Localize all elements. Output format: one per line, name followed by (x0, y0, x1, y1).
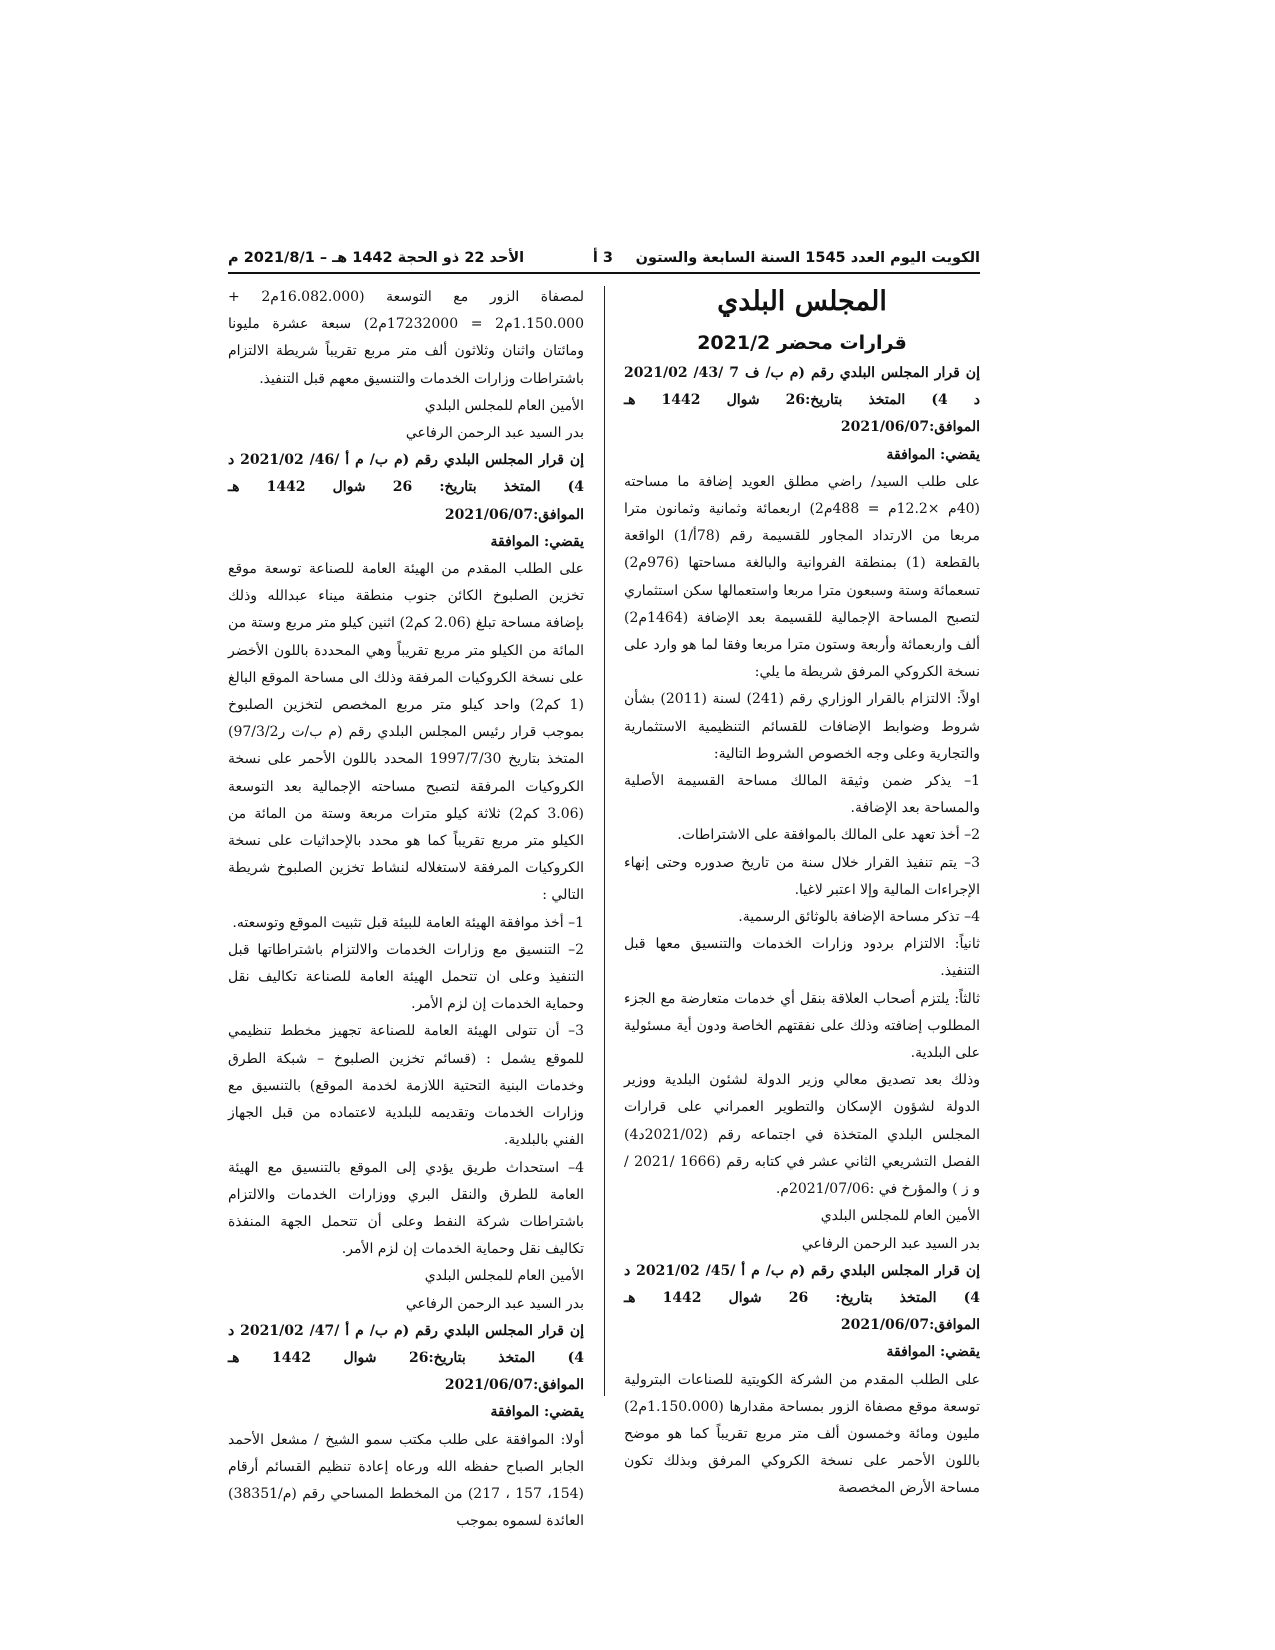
paragraph: يقضي: الموافقة (490, 1404, 584, 1421)
paragraph: ثالثاً: يلتزم أصحاب العلاقة بنقل أي خدمات متعارضة مع الجزء المطلوب إضافته وذلك على نفقتهم الخاصة ودون أية مسئولية على البلدية. (624, 990, 980, 1062)
paragraph: أولا: الموافقة على طلب مكتب سمو الشيخ / مشعل الأحمد الجابر الصباح حفظه الله ورعاه إعادة تنظيم القسائم أرقام (154، 157 ، 217) من المخطط المساحي رقم (م/38351) العائدة لسموه بموجب (228, 1431, 585, 1530)
paragraph: 1– أخذ موافقة الهيئة العامة للبيئة قبل تثبيت الموقع وتوسعته. (232, 914, 584, 931)
issue-date: الأحد 22 ذو الحجة 1442 هـ – 2021/8/1 م (228, 250, 525, 266)
paragraph: على الطلب المقدم من الهيئة العامة للصناعة توسعة موقع تخزين الصلبوخ الكائن جنوب منطقة ميناء عبدالله وذلك بإضافة مساحة تبلغ (2.06 كم2) اثنين كيلو متر مربع وستة من المائة من الكيلو متر مربع تقريباً وهي المحددة باللون الأخضر على نسخة الكروكيات المرفقة وذلك الى مساحة الموقع البالغ (1 كم2) واحد كيلو متر مربع المخصص لتخزين الصلبوخ بموجب قرار رئيس المجلس البلدي رقم (م ب/ت ر97/3/2) المتخذ بتاريخ 1997/7/30 المحدد باللون الأحمر على نسخة الكروكيات المرفقة لتصبح مساحته الإجمالية بعد التوسعة (3.06 كم2) ثلاثة كيلو مترات مربعة وستة من المائة من الكيلو متر مربع تقريباً كما هو محدد بالإحداثيات على نسخة الكروكيات المرفقة لاستغلاله لنشاط تخزين الصلبوخ شريطة التالي : (228, 561, 584, 904)
page-number: 3 أ (592, 250, 613, 266)
paragraph: لمصفاة الزور مع التوسعة (16.082.000م2 + 1.150.000م2 = 17232000م2) سبعة عشرة مليونا ومائتان واثنان وثلاثون ألف متر مربع تقريباً شريطة الالتزام باشتراطات وزارات الخدمات والتنسيق معهم قبل التنفيذ. (228, 289, 584, 387)
paragraph: 3– أن تتولى الهيئة العامة للصناعة تجهيز مخطط تنظيمي للموقع يشمل : (قسائم تخزين الصلبوخ – شبكة الطرق وخدمات البنية التحتية اللازمة لخدمة الموقع) بالتنسيق مع وزارات الخدمات وتقديمه للبلدية لاعتماده من قبل الجهاز الفني بالبلدية. (228, 1023, 584, 1149)
paragraph: بدر السيد عبد الرحمن الرفاعي (405, 425, 584, 442)
left-column-text (228, 284, 584, 1535)
paragraph: بدر السيد عبد الرحمن الرفاعي (405, 1295, 584, 1312)
right-column-text (624, 360, 980, 1503)
paragraph: ثانياً: الالتزام بردود وزارات الخدمات والتنسيق معها قبل التنفيذ. (624, 936, 980, 980)
section-subtitle: قرارات محضر 2021/2 (697, 332, 907, 354)
paragraph: 3– يتم تنفيذ القرار خلال سنة من تاريخ صدوره وحتى إنهاء الإجراءات المالية وإلا اعتبر لاغيا. (624, 854, 980, 898)
paragraph: 4– استحداث طريق يؤدي إلى الموقع بالتنسيق مع الهيئة العامة للطرق والنقل البري ووزارات الخدمات والالتزام باشتراطات شركة النفط وعلى أن تتحمل الجهة المنفذة تكاليف نقل وحماية الخدمات إن لزم الأمر. (228, 1159, 584, 1258)
paragraph: إن قرار المجلس البلدي رقم (م ب/ م أ /47/ 2021/02 د 4) المتخذ بتاريخ:26 شوال 1442 هـ الموافق:2021/06/07 (228, 1322, 584, 1394)
paragraph: الأمين العام للمجلس البلدي (820, 1208, 980, 1225)
paragraph: 4– تذكر مساحة الإضافة بالوثائق الرسمية. (738, 909, 980, 926)
left-column (228, 284, 584, 1535)
newspaper-issue: الكويت اليوم العدد 1545 السنة السابعة والستون (635, 250, 980, 266)
paragraph: اولاً: الالتزام بالقرار الوزاري رقم (241) لسنة (2011) بشأن شروط وضوابط الإضافات للقسائم التنظيمية الاستثمارية والتجارية وعلى وجه الخصوص الشروط التالية: (624, 691, 980, 762)
paragraph: الأمين العام للمجلس البلدي (424, 397, 584, 414)
paragraph: 2– أخذ تعهد على المالك بالموافقة على الاشتراطات. (677, 827, 980, 844)
paragraph: إن قرار المجلس البلدي رقم (م ب/ ف 7 /43/ 2021/02 د 4) المتخذ بتاريخ:26 شوال 1442 هـ الموافق:2021/06/07 (624, 365, 981, 436)
paragraph: إن قرار المجلس البلدي رقم (م ب/ م أ /45/ 2021/02 د 4) المتخذ بتاريخ: 26 شوال 1442 هـ الموافق:2021/06/07 (624, 1262, 981, 1334)
paragraph: على الطلب المقدم من الشركة الكويتية للصناعات البترولية توسعة موقع مصفاة الزور بمساحة مقدارها (1.150.000م2) مليون ومائة وخمسون ألف متر مربع تقريباً كما هو موضح باللون الأحمر على نسخة الكروكي المرفق وبذلك تكون مساحة الأرض المخصصة (624, 1371, 980, 1497)
paragraph: إن قرار المجلس البلدي رقم (م ب/ م أ /46/ 2021/02 د 4) المتخذ بتاريخ: 26 شوال 1442 هـ الموافق:2021/06/07 (228, 452, 585, 523)
paragraph: بدر السيد عبد الرحمن الرفاعي (801, 1235, 980, 1252)
right-column (624, 280, 980, 1503)
paragraph: يقضي: الموافقة (886, 1344, 980, 1361)
paragraph: وذلك بعد تصديق معالي وزير الدولة لشئون البلدية ووزير الدولة لشؤون الإسكان والتطوير العمراني على قرارات المجلس البلدي المتخذة في اجتماعه رقم (2021/02د4) الفصل التشريعي الثاني عشر في كتابه رقم (1666 /2021 / و ز ) والمؤرخ في :2021/07/06م. (624, 1072, 981, 1198)
paragraph: 1– يذكر ضمن وثيقة المالك مساحة القسيمة الأصلية والمساحة بعد الإضافة. (624, 773, 980, 817)
paragraph: 2– التنسيق مع وزارات الخدمات والالتزام باشتراطاتها قبل التنفيذ وعلى ان تتحمل الهيئة العامة للصناعة تكاليف نقل وحماية الخدمات إن لزم الأمر. (228, 941, 584, 1013)
column-divider (604, 286, 605, 1396)
paragraph: الأمين العام للمجلس البلدي (424, 1268, 584, 1285)
paragraph: يقضي: الموافقة (490, 533, 584, 550)
section-title: المجلس البلدي (717, 286, 887, 317)
paragraph: على طلب السيد/ راضي مطلق العويد إضافة ما مساحته (40م ×12.2م = 488م2) اربعمائة وثمانية وثمانون مترا مربعا من الارتداد المجاور للقسيمة رقم (78أ/1) الواقعة بالقطعة (1) بمنطقة الفروانية والبالغة مساحتها (976م2) تسعمائة وستة وسبعون مترا مربعا واستعمالها سكن استثماري لتصبح المساحة الإجمالية للقسيمة بعد الإضافة (1464م2) ألف واربعمائة وأربعة وستون مترا مربعا وفقا لما هو وارد على نسخة الكروكي المرفق شريطة ما يلي: (624, 473, 981, 681)
page-header (228, 248, 980, 274)
paragraph: يقضي: الموافقة (886, 446, 980, 463)
